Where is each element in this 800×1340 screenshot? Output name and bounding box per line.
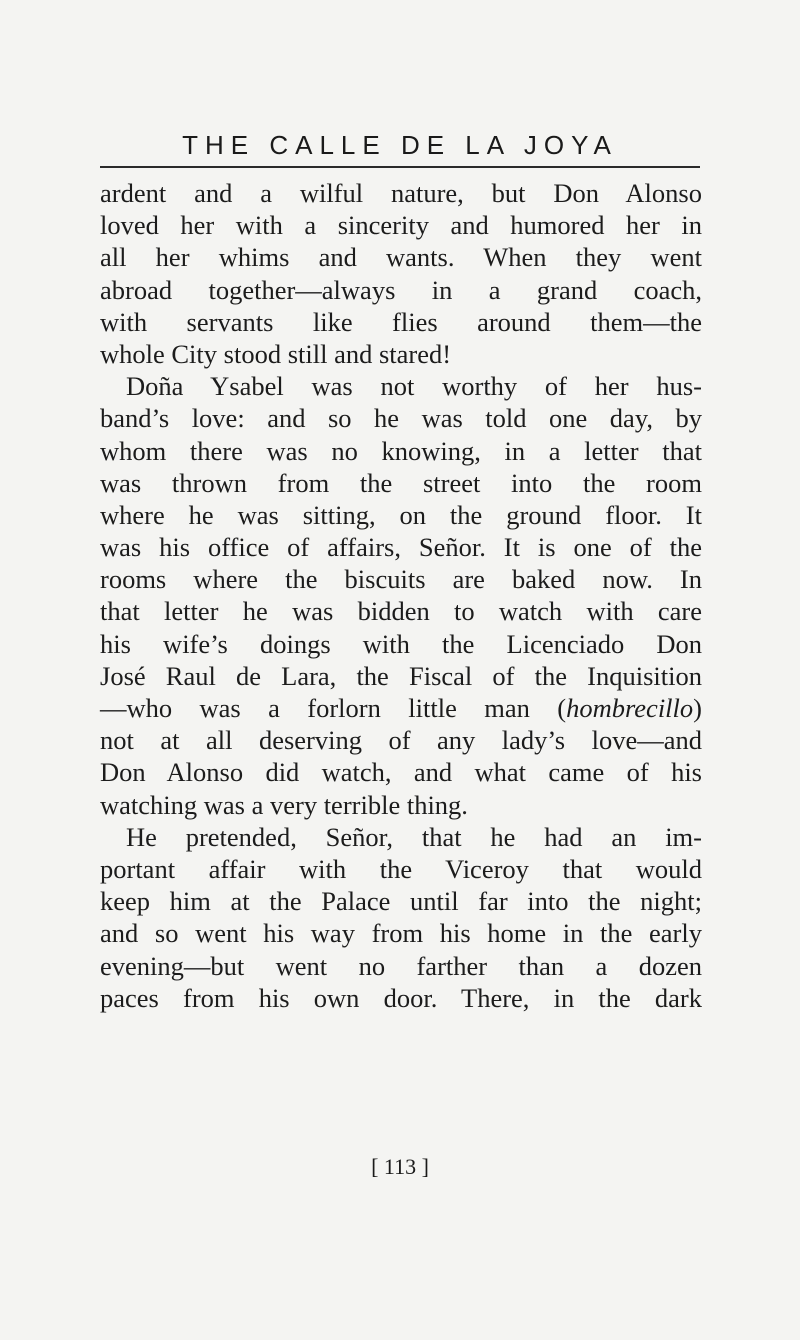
- italic-word: hombrecillo: [566, 693, 694, 723]
- text-line: with servants like flies around them—the: [100, 306, 702, 337]
- text-line: rooms where the biscuits are baked now. In: [100, 564, 702, 595]
- text-line: paces from his own door. There, in the dark: [100, 982, 702, 1013]
- text-line: evening—but went no farther than a dozen: [100, 950, 702, 981]
- text-line: and so went his way from his home in the early: [100, 918, 702, 949]
- text-line-lead: —who was a forlorn little man: [100, 693, 558, 723]
- text-line: José Raul de Lara, the Fiscal of the Inquisition: [100, 660, 702, 691]
- text-line: portant affair with the Viceroy that would: [100, 853, 702, 884]
- text-line: Don Alonso did watch, and what came of his: [100, 757, 702, 788]
- text-line: that letter he was bidden to watch with care: [100, 596, 702, 627]
- paren-close: ): [693, 693, 702, 723]
- paren-open: (: [557, 693, 567, 723]
- text-line: watching was a very terrible thing.: [100, 789, 468, 820]
- text-line: [100, 692, 702, 724]
- text-line: He pretended, Señor, that he had an im-: [126, 821, 702, 852]
- text-line: was thrown from the street into the room: [100, 467, 702, 498]
- text-line: abroad together—always in a grand coach,: [100, 274, 702, 305]
- text-line: whole City stood still and stared!: [100, 338, 452, 369]
- text-line: loved her with a sincerity and humored her in: [100, 210, 702, 241]
- text-line: ardent and a wilful nature, but Don Alonso: [100, 178, 702, 208]
- header-rule: [100, 166, 700, 168]
- page-number: [ 113 ]: [371, 1154, 429, 1179]
- text-line: all her whims and wants. When they went: [100, 242, 702, 273]
- text-line: band’s love: and so he was told one day, by: [100, 403, 702, 434]
- text-line: not at all deserving of any lady’s love—and: [100, 725, 702, 756]
- body-text: [100, 177, 702, 1014]
- text-line: keep him at the Palace until far into the night;: [100, 886, 702, 917]
- text-line: Doña Ysabel was not worthy of her hus-: [126, 371, 702, 402]
- text-line: his wife’s doings with the Licenciado Don: [100, 628, 702, 659]
- text-line: was his office of affairs, Señor. It is one of the: [100, 532, 702, 563]
- text-line: whom there was no knowing, in a letter that: [100, 435, 702, 466]
- running-head: THE CALLE DE LA JOYA: [182, 130, 618, 160]
- text-line: where he was sitting, on the ground floor. It: [100, 499, 702, 530]
